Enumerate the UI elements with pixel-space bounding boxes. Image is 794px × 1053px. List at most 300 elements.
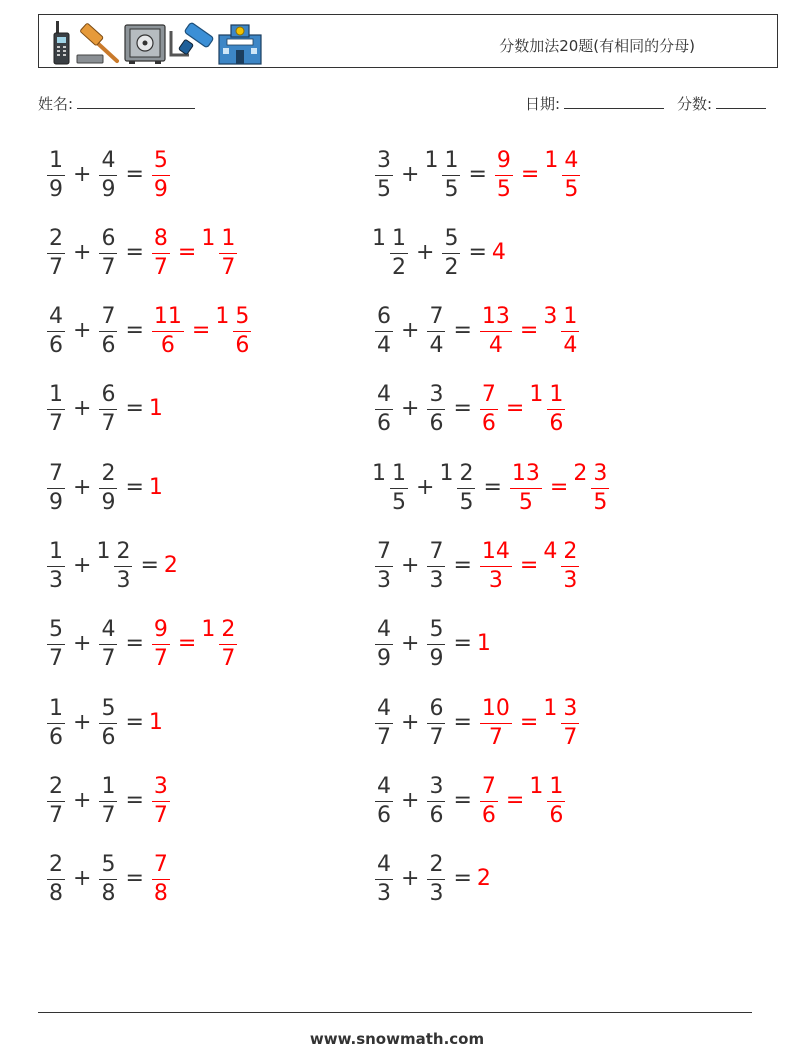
addend-b [96, 539, 135, 592]
equals-sign: = [125, 709, 144, 735]
answer-form-1 [477, 631, 492, 656]
answer-form-1-denominator: 7 [153, 254, 168, 280]
problem-4 [372, 220, 507, 284]
answer-form-2-denominator: 5 [564, 176, 579, 202]
answer-form-1-fraction [152, 619, 170, 670]
addend-b-fraction [99, 384, 117, 435]
addend-a-denominator: 9 [49, 176, 63, 202]
addend-b-numerator: 3 [427, 776, 445, 802]
addend-b-whole: 1 [96, 539, 111, 564]
answer-form-1 [477, 866, 492, 891]
answer-form-1 [149, 396, 164, 421]
answer-form-2-whole: 2 [573, 460, 588, 486]
answer-form-1-fraction [152, 147, 170, 202]
addend-b [96, 382, 120, 435]
footer-site: www.snowmath.com [309, 1030, 485, 1048]
answer-form-1 [149, 304, 187, 357]
addend-a [372, 304, 396, 357]
addend-b-fraction [427, 384, 445, 435]
addend-a-numerator: 4 [375, 619, 393, 645]
addend-a-whole: 1 [372, 225, 386, 251]
problem-7 [44, 377, 164, 441]
answer-form-2-denominator: 5 [593, 489, 608, 515]
addend-b-numerator: 6 [99, 384, 117, 410]
answer-equals-sign: = [519, 318, 539, 344]
answer-form-2 [543, 304, 582, 357]
addend-b-numerator: 6 [427, 698, 445, 724]
addend-a [372, 382, 396, 435]
answer-equals-sign: = [549, 474, 569, 500]
addend-b-numerator: 2 [427, 854, 445, 880]
addend-b-denominator: 4 [429, 333, 444, 359]
answer-form-2 [201, 617, 240, 670]
score-blank[interactable] [716, 95, 766, 109]
problem-5 [44, 299, 254, 363]
addend-a-numerator: 4 [375, 854, 393, 880]
plus-sign: + [416, 239, 435, 265]
answer [477, 696, 582, 749]
answer-form-1-whole: 1 [148, 396, 163, 422]
plus-sign: + [401, 709, 420, 735]
answer-form-2-whole: 3 [543, 304, 558, 330]
answer-form-2-denominator: 7 [221, 254, 236, 280]
equals-sign: = [125, 474, 144, 500]
addend-a [372, 226, 411, 279]
answer-form-1 [149, 774, 173, 827]
answer-form-1 [477, 539, 515, 592]
answer-form-1-fraction [495, 147, 513, 202]
addend-a-denominator: 6 [377, 411, 391, 437]
addend-a [44, 226, 68, 279]
answer-form-2-denominator: 7 [563, 724, 578, 750]
answer [477, 774, 568, 827]
addend-b [424, 774, 448, 827]
answer [149, 774, 173, 827]
problem-15 [44, 690, 164, 754]
answer-form-1-denominator: 3 [488, 568, 503, 593]
plus-sign: + [401, 161, 420, 187]
answer-equals-sign: = [520, 161, 540, 187]
plus-sign: + [73, 318, 92, 344]
addend-a [372, 696, 396, 749]
addend-a-denominator: 9 [49, 489, 63, 515]
addend-a-numerator: 4 [47, 306, 65, 332]
problem-13 [44, 612, 240, 676]
addend-b-fraction [99, 695, 117, 750]
answer-form-2-numerator: 1 [219, 228, 237, 254]
addend-b-fraction [427, 854, 445, 905]
addend-b [96, 617, 120, 670]
addend-a-fraction [47, 773, 65, 828]
answer-form-1-denominator: 6 [160, 333, 175, 359]
answer-form-2-numerator: 3 [591, 463, 609, 489]
equals-sign: = [125, 866, 144, 892]
addend-b-fraction [427, 306, 445, 357]
addend-b-denominator: 2 [444, 254, 459, 280]
date-field[interactable] [525, 93, 664, 114]
addend-b-denominator: 9 [429, 646, 444, 672]
addend-a-fraction [375, 695, 393, 750]
problem-2 [372, 142, 583, 206]
addend-b [424, 539, 448, 592]
answer-form-2-whole: 1 [529, 773, 544, 799]
addend-a [44, 461, 68, 514]
equals-sign: = [453, 866, 472, 892]
addend-a-fraction [47, 384, 65, 435]
answer-form-1-denominator: 5 [518, 489, 533, 515]
answer-form-2 [529, 382, 568, 435]
answer-form-1-denominator: 6 [481, 802, 496, 828]
answer-form-1-fraction [480, 773, 498, 828]
addend-b-denominator: 7 [101, 802, 116, 828]
addend-a [372, 148, 396, 201]
answer-form-1-numerator: 5 [152, 150, 170, 176]
answer-form-2-denominator: 6 [549, 411, 564, 437]
answer [492, 240, 507, 265]
addend-b [424, 304, 448, 357]
equals-sign: = [468, 239, 487, 265]
addend-b-denominator: 7 [101, 254, 116, 280]
answer-form-1 [477, 304, 515, 357]
addend-b-fraction [442, 147, 460, 202]
answer-form-1-numerator: 10 [480, 698, 512, 724]
addend-a [372, 852, 396, 905]
addend-a-numerator: 7 [375, 541, 393, 567]
addend-a-numerator: 1 [47, 384, 65, 410]
answer-form-1-fraction [480, 541, 512, 592]
addend-b-fraction [442, 225, 460, 280]
answer-form-2-fraction [561, 541, 579, 592]
plus-sign: + [401, 787, 420, 813]
problem-16 [372, 690, 582, 754]
answer-form-2-numerator: 4 [562, 150, 580, 176]
addend-a-fraction [375, 854, 393, 905]
answer-form-1-denominator: 8 [153, 881, 168, 907]
problem-9 [44, 455, 164, 519]
answer-form-2 [529, 774, 568, 827]
addend-a-numerator: 1 [390, 228, 408, 254]
addend-b-fraction [427, 695, 445, 750]
answer-form-1 [149, 710, 164, 735]
safe-icon [123, 21, 167, 65]
answer-form-1-fraction [510, 460, 542, 515]
addend-b [96, 696, 120, 749]
addend-b-denominator: 6 [429, 802, 444, 828]
walkie-talkie-icon [51, 21, 73, 65]
name-label: 姓名: [38, 95, 74, 113]
plus-sign: + [401, 631, 420, 657]
answer-form-1-whole: 2 [476, 866, 491, 892]
score-label: 分数: [677, 95, 713, 113]
addend-a-denominator: 6 [49, 333, 63, 359]
addend-b [424, 617, 448, 670]
answer-form-2-whole: 1 [215, 304, 230, 330]
date-label: 日期: [525, 95, 561, 113]
addend-a-fraction [375, 773, 393, 828]
answer [149, 475, 164, 500]
answer-equals-sign: = [519, 553, 539, 578]
answer-equals-sign: = [177, 239, 197, 265]
addend-b-numerator: 2 [114, 541, 132, 567]
addend-b-denominator: 6 [101, 724, 116, 750]
answer-form-1-numerator: 7 [480, 776, 498, 802]
addend-b-fraction [114, 541, 132, 592]
equals-sign: = [468, 161, 487, 187]
addend-b-denominator: 5 [444, 176, 459, 202]
addend-a-fraction [375, 147, 393, 202]
answer [149, 396, 164, 421]
answer-form-2-fraction [219, 225, 237, 280]
addend-a-denominator: 2 [392, 254, 406, 280]
addend-b-denominator: 7 [101, 646, 116, 672]
addend-b-denominator: 3 [429, 568, 444, 593]
addend-b-numerator: 4 [99, 150, 117, 176]
addend-b-numerator: 3 [427, 384, 445, 410]
addend-a-denominator: 7 [49, 646, 63, 672]
answer-form-1-whole: 4 [491, 239, 506, 265]
answer-form-2-fraction [547, 384, 565, 435]
addend-a-fraction [47, 460, 65, 515]
addend-a-numerator: 4 [375, 384, 393, 410]
plus-sign: + [401, 318, 420, 344]
addend-a-fraction [375, 619, 393, 670]
addend-b-numerator: 5 [427, 619, 445, 645]
addend-b-denominator: 9 [101, 489, 116, 515]
answer-form-2 [544, 148, 583, 201]
addend-a-numerator: 6 [375, 306, 393, 332]
addend-b-denominator: 3 [116, 568, 131, 593]
answer [149, 852, 173, 905]
addend-a-numerator: 5 [47, 619, 65, 645]
addend-b-fraction [427, 541, 445, 592]
plus-sign: + [416, 474, 435, 500]
answer-form-1-whole: 2 [163, 553, 178, 578]
answer-form-1-numerator: 11 [152, 306, 184, 332]
name-blank[interactable] [77, 95, 195, 109]
addend-a-denominator: 6 [377, 802, 391, 828]
answer-form-1 [149, 475, 164, 500]
answer-form-1-whole: 1 [476, 631, 491, 657]
answer-form-2-fraction [547, 773, 565, 828]
plus-sign: + [73, 866, 92, 892]
answer-form-2-whole: 1 [201, 617, 216, 643]
addend-a-fraction [390, 225, 408, 280]
addend-a-numerator: 2 [47, 228, 65, 254]
answer-form-2-whole: 4 [543, 539, 558, 564]
plus-sign: + [401, 866, 420, 892]
addend-a-fraction [47, 695, 65, 750]
addend-b-numerator: 7 [99, 306, 117, 332]
addend-a [44, 382, 68, 435]
answer-form-1-numerator: 9 [152, 619, 170, 645]
addend-a-numerator: 1 [47, 541, 65, 567]
addend-a-fraction [47, 147, 65, 202]
answer [507, 461, 612, 514]
answer-form-1-whole: 1 [148, 474, 163, 500]
addend-a [44, 148, 68, 201]
addend-b-denominator: 5 [459, 489, 474, 515]
equals-sign: = [125, 396, 144, 422]
plus-sign: + [401, 396, 420, 422]
answer-form-1-numerator: 13 [510, 463, 542, 489]
addend-b-fraction [99, 619, 117, 670]
addend-b [96, 852, 120, 905]
plus-sign: + [73, 709, 92, 735]
answer-form-2-whole: 1 [529, 382, 544, 408]
addend-a [372, 617, 396, 670]
answer [149, 617, 240, 670]
answer-form-1 [492, 148, 516, 201]
addend-b-fraction [99, 147, 117, 202]
handcuffs-icon [169, 21, 215, 65]
answer-form-2-fraction [561, 306, 579, 357]
score-field[interactable] [677, 93, 766, 114]
answer-form-1-denominator: 7 [153, 802, 168, 828]
answer-form-1 [507, 461, 545, 514]
answer [477, 382, 568, 435]
addend-a [44, 304, 68, 357]
equals-sign: = [453, 631, 472, 657]
answer-form-1 [149, 617, 173, 670]
equals-sign: = [125, 631, 144, 657]
addend-a-denominator: 4 [377, 333, 391, 359]
problem-18 [372, 768, 568, 832]
addend-a-denominator: 6 [49, 724, 63, 750]
addend-a-denominator: 7 [49, 411, 63, 437]
answer-form-1-fraction [480, 384, 498, 435]
answer-form-1-denominator: 4 [488, 333, 503, 359]
addend-a-fraction [47, 225, 65, 280]
answer [164, 553, 179, 578]
answer-form-2-denominator: 4 [563, 333, 578, 359]
addend-a-fraction [47, 541, 65, 592]
answer [477, 866, 492, 891]
answer [149, 226, 240, 279]
problem-14 [372, 612, 492, 676]
answer-form-1-fraction [152, 225, 170, 280]
addend-b-fraction [99, 306, 117, 357]
addend-b [424, 382, 448, 435]
addend-a-fraction [47, 619, 65, 670]
equals-sign: = [125, 318, 144, 344]
addend-b [96, 148, 120, 201]
addend-b [424, 696, 448, 749]
equals-sign: = [125, 787, 144, 813]
answer-equals-sign: = [177, 631, 197, 657]
answer-form-1-fraction [480, 306, 512, 357]
addend-a-numerator: 2 [47, 776, 65, 802]
answer-form-1-numerator: 14 [480, 541, 512, 567]
addend-a-fraction [47, 854, 65, 905]
addend-b-numerator: 5 [99, 698, 117, 724]
answer [492, 148, 583, 201]
answer-form-2-fraction [219, 619, 237, 670]
addend-b-fraction [427, 619, 445, 670]
answer-form-1-numerator: 13 [480, 306, 512, 332]
answer-form-2-denominator: 3 [563, 568, 578, 593]
answer-form-2-fraction [561, 695, 579, 750]
answer-form-1 [149, 226, 173, 279]
addend-a-denominator: 9 [377, 646, 391, 672]
addend-a [44, 696, 68, 749]
addend-a-denominator: 5 [392, 489, 406, 515]
addend-a-denominator: 8 [49, 881, 63, 907]
answer-form-2-fraction [562, 147, 580, 202]
footer-divider [38, 1012, 752, 1013]
answer-form-2-numerator: 2 [219, 619, 237, 645]
answer [149, 304, 254, 357]
addend-a-fraction [390, 460, 408, 515]
answer-form-2 [215, 304, 254, 357]
answer-form-1-numerator: 7 [480, 384, 498, 410]
addend-b [424, 852, 448, 905]
answer-equals-sign: = [505, 787, 525, 813]
answer-form-1-whole: 1 [148, 709, 163, 735]
addend-a-denominator: 7 [49, 802, 63, 828]
answer-form-2 [543, 539, 582, 592]
equals-sign: = [453, 787, 472, 813]
addend-a [44, 852, 68, 905]
answer-form-2-fraction [233, 306, 251, 357]
answer-form-2-whole: 1 [543, 695, 558, 721]
answer-form-1-numerator: 9 [495, 150, 513, 176]
addend-a [44, 617, 68, 670]
gavel-icon [75, 21, 121, 65]
addend-b-numerator: 7 [427, 306, 445, 332]
answer-form-1-numerator: 8 [152, 228, 170, 254]
addend-b-denominator: 7 [429, 724, 444, 750]
answer-form-1 [149, 852, 173, 905]
plus-sign: + [73, 474, 92, 500]
answer-form-1-fraction [152, 306, 184, 357]
addend-a-denominator: 3 [377, 881, 391, 907]
addend-a-denominator: 5 [377, 176, 391, 202]
answer-form-2-numerator: 2 [561, 541, 579, 567]
addend-b [96, 774, 120, 827]
date-blank[interactable] [564, 95, 664, 109]
problem-17 [44, 768, 173, 832]
addend-b-fraction [99, 460, 117, 515]
police-station-icon [217, 21, 263, 65]
answer-form-2-whole: 1 [544, 147, 559, 173]
addend-b-numerator: 2 [457, 463, 475, 489]
answer-form-1-denominator: 7 [153, 646, 168, 672]
problem-6 [372, 299, 582, 363]
addend-b-denominator: 3 [429, 881, 444, 907]
addend-b [96, 304, 120, 357]
addend-a-numerator: 7 [47, 463, 65, 489]
answer-form-2-denominator: 6 [235, 333, 250, 359]
equals-sign: = [125, 161, 144, 187]
problem-11 [44, 534, 179, 598]
addend-b-fraction [99, 773, 117, 828]
addend-b-fraction [99, 225, 117, 280]
addend-a-denominator: 7 [377, 724, 391, 750]
addend-b-numerator: 1 [442, 150, 460, 176]
answer-form-1-denominator: 9 [153, 176, 168, 202]
name-field[interactable] [38, 93, 195, 114]
plus-sign: + [73, 631, 92, 657]
answer-form-1 [477, 696, 515, 749]
answer-form-2-numerator: 1 [547, 776, 565, 802]
answer-form-1-fraction [152, 854, 170, 905]
answer-form-1-denominator: 5 [496, 176, 511, 202]
addend-b-fraction [99, 854, 117, 905]
problem-8 [372, 377, 568, 441]
addend-a-numerator: 1 [47, 698, 65, 724]
equals-sign: = [453, 709, 472, 735]
addend-a-numerator: 2 [47, 854, 65, 880]
